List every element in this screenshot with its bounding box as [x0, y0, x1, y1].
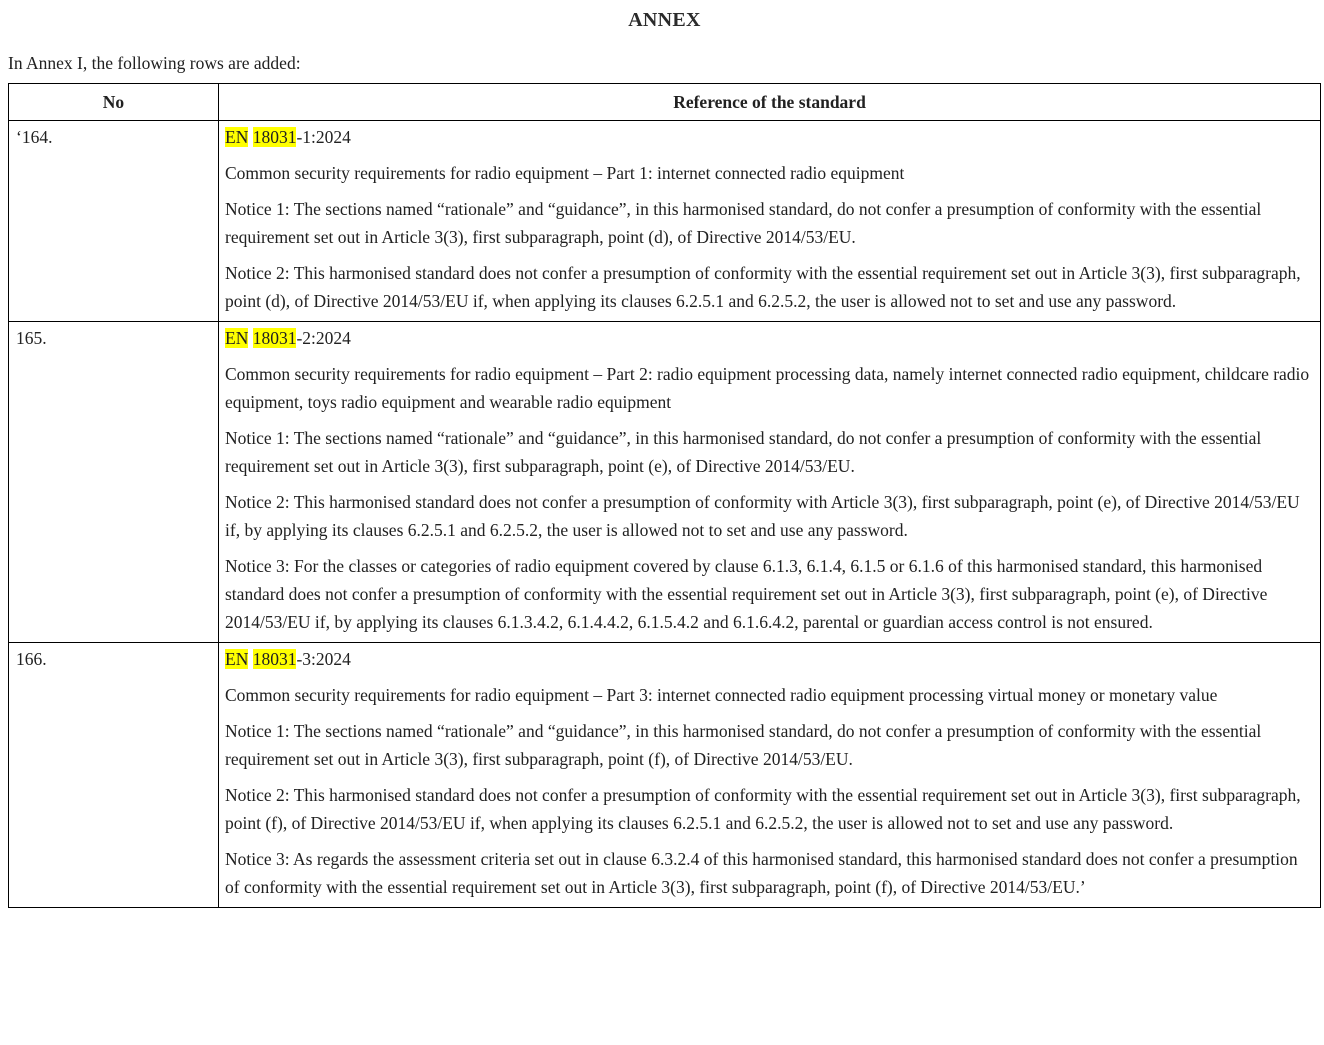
row-reference-cell [219, 121, 1321, 322]
notice-paragraph: Notice 2: This harmonised standard does not confer a presumption of conformity with the essential requirement set out in Article 3(3), first subparagraph, point (f), of Directive 2014/53/EU if, when applying its clauses 6.2.5.1 and 6.2.5.2, the user is allowed not to set and use any password. [225, 785, 1301, 833]
standard-title: Common security requirements for radio equipment – Part 3: internet connected radio equipment processing virtual money or monetary value [225, 685, 1218, 705]
standard-reference [225, 645, 1312, 673]
highlight-en: EN [225, 649, 249, 669]
standard-reference [225, 123, 1312, 151]
row-reference-cell [219, 643, 1321, 908]
notice-paragraph: Notice 3: As regards the assessment criteria set out in clause 6.3.2.4 of this harmonised standard, this harmonised standard does not confer a presumption of conformity with the essential requirement set out in Article 3(3), first subparagraph, point (f), of Directive 2014/53/EU.’ [225, 849, 1298, 897]
table-header-row [9, 84, 1321, 121]
standard-title: Common security requirements for radio equipment – Part 2: radio equipment processing data, namely internet connected radio equipment, childcare radio equipment, toys radio equipment and wearable radio equipment [225, 364, 1310, 412]
notice-paragraph: Notice 2: This harmonised standard does not confer a presumption of conformity with Article 3(3), first subparagraph, point (e), of Directive 2014/53/EU if, by applying its clauses 6.2.5.1 and 6.2.5.2, the user is allowed not to set and use any password. [225, 492, 1300, 540]
intro-text: In Annex I, the following rows are added: [8, 53, 301, 73]
standard-title: Common security requirements for radio equipment – Part 1: internet connected radio equipment [225, 163, 905, 183]
notice-paragraph: Notice 1: The sections named “rationale” and “guidance”, in this harmonised standard, do not confer a presumption of conformity with the essential requirement set out in Article 3(3), first subparagraph, point (e), of Directive 2014/53/EU. [225, 428, 1262, 476]
row-number: 166. [9, 643, 219, 908]
highlight-number: 18031 [252, 328, 297, 348]
notice-paragraph: Notice 1: The sections named “rationale” and “guidance”, in this harmonised standard, do not confer a presumption of conformity with the essential requirement set out in Article 3(3), first subparagraph, point (d), of Directive 2014/53/EU. [225, 199, 1262, 247]
standard-suffix: -1:2024 [296, 127, 351, 147]
notice-paragraph: Notice 2: This harmonised standard does not confer a presumption of conformity with the essential requirement set out in Article 3(3), first subparagraph, point (d), of Directive 2014/53/EU if, when applying its clauses 6.2.5.1 and 6.2.5.2, the user is allowed not to set and use any password. [225, 263, 1301, 311]
table-row [9, 322, 1321, 643]
highlight-en: EN [225, 127, 249, 147]
highlight-number: 18031 [252, 649, 297, 669]
notice-paragraph: Notice 1: The sections named “rationale” and “guidance”, in this harmonised standard, do not confer a presumption of conformity with the essential requirement set out in Article 3(3), first subparagraph, point (f), of Directive 2014/53/EU. [225, 721, 1262, 769]
standard-suffix: -2:2024 [296, 328, 351, 348]
table-row [9, 121, 1321, 322]
header-reference: Reference of the standard [219, 84, 1321, 121]
highlight-en: EN [225, 328, 249, 348]
notice-paragraph: Notice 3: For the classes or categories of radio equipment covered by clause 6.1.3, 6.1.4, 6.1.5 or 6.1.6 of this harmonised standard, this harmonised standard does not confer a presumption of conformity with the essential requirement set out in Article 3(3), first subparagraph, point (e), of Directive 2014/53/EU if, by applying its clauses 6.1.3.4.2, 6.1.4.4.2, 6.1.5.4.2 and 6.1.6.4.2, parental or guardian access control is not ensured. [225, 556, 1268, 632]
standard-suffix: -3:2024 [296, 649, 351, 669]
document-page [0, 8, 1324, 908]
row-number: 165. [9, 322, 219, 643]
standard-reference [225, 324, 1312, 352]
table-row [9, 643, 1321, 908]
row-reference-cell [219, 322, 1321, 643]
highlight-number: 18031 [252, 127, 297, 147]
row-number: ‘164. [9, 121, 219, 322]
header-no: No [9, 84, 219, 121]
standards-table [8, 83, 1321, 908]
page-title: ANNEX [628, 9, 701, 31]
